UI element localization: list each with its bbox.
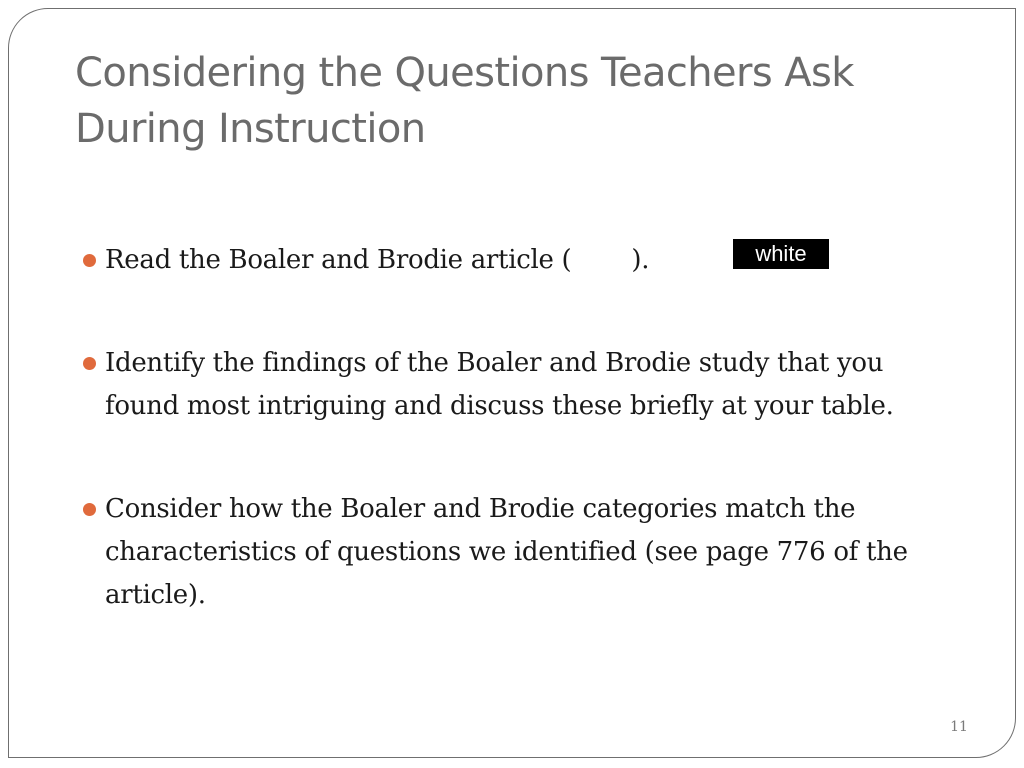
bullet-dot-icon: [83, 503, 96, 516]
bullet-dot-icon: [83, 357, 96, 370]
bullet-list: [83, 239, 963, 677]
bullet-text: Consider how the Boaler and Brodie categories match the characteristics of questions we identified (see page 776 of the article).: [105, 494, 908, 610]
slide-title: Considering the Questions Teachers Ask During Instruction: [75, 50, 854, 152]
bullet-text: Identify the findings of the Boaler and Brodie study that you found most intriguing and discuss these briefly at your table.: [105, 348, 894, 421]
bullet-item-read-article: [83, 239, 963, 282]
bullet-item-consider-categories: [83, 488, 963, 617]
page-number: 11: [950, 719, 968, 735]
bullet-text-before: Read the Boaler and Brodie article (: [105, 245, 572, 275]
white-tag-label: white: [733, 239, 829, 269]
bullet-item-identify-findings: [83, 342, 963, 428]
slide: [8, 8, 1016, 758]
bullet-dot-icon: [83, 254, 96, 267]
bullet-text-after: ).: [631, 245, 650, 275]
